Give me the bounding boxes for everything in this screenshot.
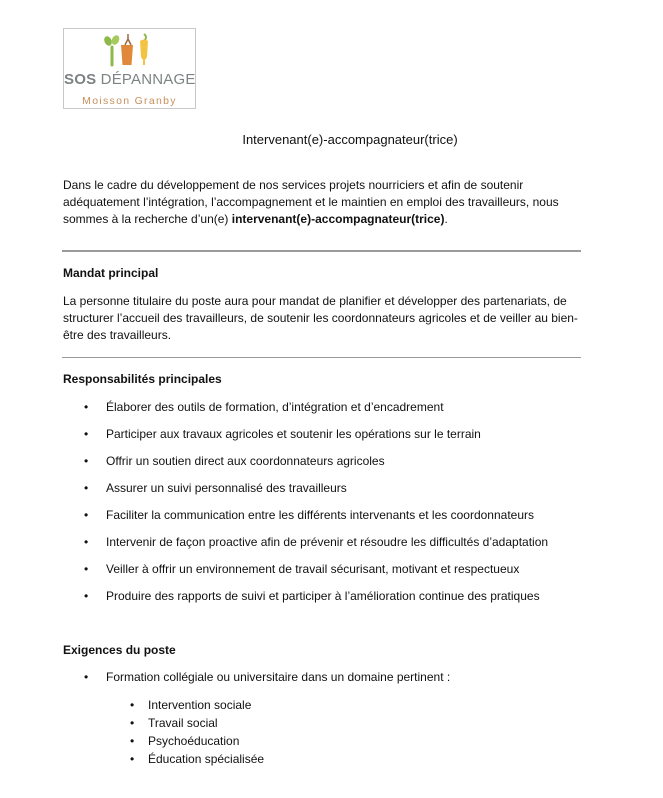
list-item: • Offrir un soutien direct aux coordonnateurs agricoles (106, 454, 385, 468)
list-item: • Participer aux travaux agricoles et soutenir les opérations sur le terrain (106, 427, 481, 441)
logo-brand (64, 71, 195, 88)
mandat-heading: Mandat principal (63, 266, 159, 280)
logo-brand-bold: SOS (64, 71, 97, 88)
responsabilites-heading: Responsabilités principales (63, 372, 222, 386)
sub-list-item: • Travail social (148, 716, 218, 730)
company-logo (63, 28, 196, 109)
intro-paragraph (63, 177, 583, 228)
section-divider (62, 357, 581, 358)
page-title: Intervenant(e)-accompagnateur(trice) (242, 132, 458, 147)
intro-end: . (444, 212, 448, 226)
intro-text: Dans le cadre du développement de nos services projets nourriciers et afin de soutenir adéquatement l’intégration, l’accompagnement et le maintien en emploi des travailleurs, nous sommes à la recherche d’un(e) (63, 178, 559, 226)
sub-list-item: • Intervention sociale (148, 698, 251, 712)
section-divider (62, 250, 581, 252)
exigences-heading: Exigences du poste (63, 643, 176, 657)
logo-brand-rest: DÉPANNAGE (100, 71, 196, 88)
list-item: • Élaborer des outils de formation, d’intégration et d’encadrement (106, 400, 444, 414)
list-item: • Assurer un suivi personnalisé des travailleurs (106, 481, 347, 495)
list-item: • Veiller à offrir un environnement de travail sécurisant, motivant et respectueux (106, 562, 519, 576)
list-item: • Produire des rapports de suivi et participer à l’amélioration continue des pratiques (106, 589, 540, 603)
list-item: • Faciliter la communication entre les différents intervenants et les coordonnateurs (106, 508, 534, 522)
list-item: • Formation collégiale ou universitaire dans un domaine pertinent : (106, 670, 450, 684)
intro-job-title: intervenant(e)-accompagnateur(trice) (231, 212, 445, 226)
sub-list-item: • Psychoéducation (148, 734, 239, 748)
mandat-paragraph: La personne titulaire du poste aura pour mandat de planifier et développer des partenariats, de structurer l’accueil des travailleurs, de soutenir les coordonnateurs agricoles et de veiller au bien-être des travailleurs. (63, 294, 578, 342)
logo-subtitle: Moisson Granby (82, 95, 177, 107)
produce-icon (104, 31, 160, 69)
list-item: • Intervenir de façon proactive afin de prévenir et résoudre les difficultés d’adaptation (106, 535, 548, 549)
sub-list-item: • Éducation spécialisée (148, 752, 264, 766)
